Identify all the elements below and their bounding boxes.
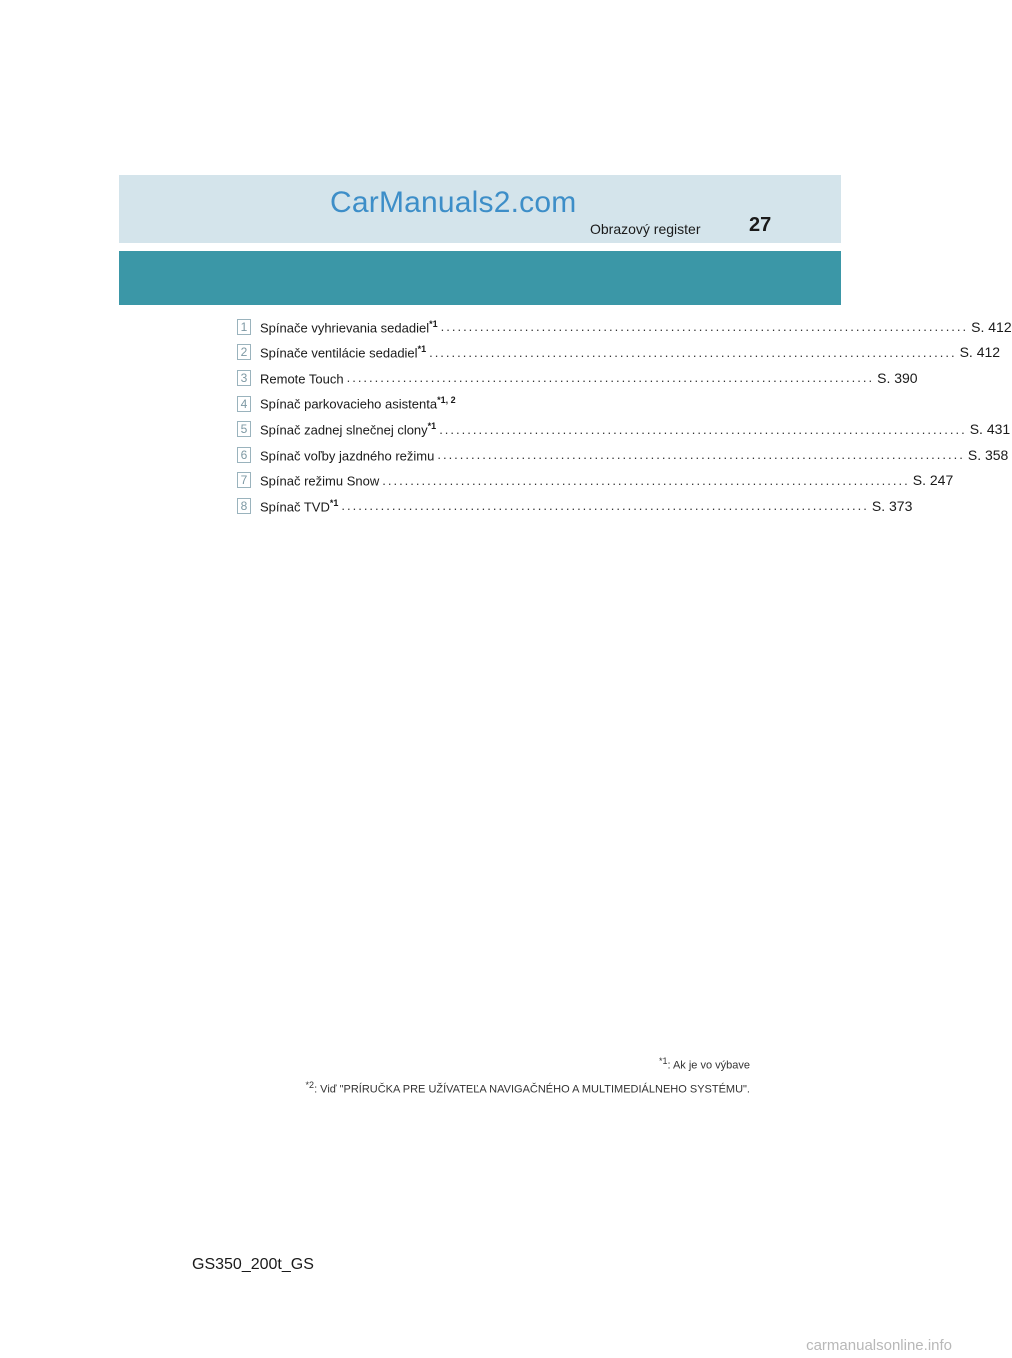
list-item (237, 442, 1009, 468)
item-number-badge: 4 (237, 396, 251, 412)
leader-dots: .............................................................................................. (382, 472, 910, 488)
list-item (237, 340, 1001, 366)
item-number-badge: 3 (237, 370, 251, 386)
list-item (237, 493, 913, 519)
item-number-badge: 7 (237, 472, 251, 488)
page-reference-link[interactable]: S. 390 (877, 369, 918, 386)
item-label: Spínače ventilácie sedadiel$^{*1}$ (260, 344, 427, 361)
leader-dots: .............................................................................................. (439, 421, 967, 437)
list-item (237, 391, 725, 417)
page-reference-link[interactable]: S. 373 (871, 497, 913, 514)
list-item (237, 468, 954, 494)
page-reference-link[interactable]: S. 247 (912, 472, 954, 489)
list-item (237, 314, 1012, 340)
leader-dots: .............................................................................................. (341, 498, 869, 514)
item-number-badge: 8 (237, 498, 251, 514)
list-item (237, 365, 918, 391)
item-number-badge: 6 (237, 447, 251, 463)
item-label: Remote Touch (260, 371, 344, 387)
page-reference-link[interactable]: S. 431 (969, 421, 1011, 438)
watermark-logo: CarManuals2.com (330, 186, 577, 219)
item-label: Spínač TVD$^{*1}$ (260, 497, 339, 515)
item-number-badge: 5 (237, 421, 251, 437)
footnote-2: $^{*2}$: Viď "PRÍRUČKA PRE UŽÍVATEĽA NAVIGAČNÉHO A MULTIMEDIÁLNEHO SYSTÉMU". (305, 1080, 750, 1096)
leader-dots: .............................................................................................. (437, 447, 965, 463)
page-number: 27 (749, 214, 772, 236)
index-list (237, 314, 1012, 519)
leader-dots: .............................................................................................. (429, 344, 957, 360)
list-item (237, 416, 1011, 442)
leader-dots: .............................................................................................. (440, 319, 969, 335)
item-label: Spínače vyhrievania sedadiel$^{*1}$ (260, 318, 438, 335)
item-label: Spínač parkovacieho asistenta$^{*1, 2}$ (260, 395, 456, 412)
item-number-badge: 1 (237, 319, 251, 335)
footnote-1: $^{*1}$: Ak je vo výbave (658, 1056, 750, 1072)
item-label: Spínač voľby jazdného režimu (260, 447, 435, 463)
document-code: GS350_200t_GS (192, 1256, 314, 1273)
page-reference-link[interactable]: S. 412 (971, 318, 1012, 335)
item-label: Spínač režimu Snow (260, 473, 380, 489)
leader-dots: .............................................................................................. (346, 370, 875, 386)
item-number-badge: 2 (237, 344, 251, 360)
footer-watermark: carmanualsonline.info (806, 1337, 952, 1354)
item-label: Spínač zadnej slnečnej clony$^{*1}$ (260, 421, 437, 438)
page-reference-link[interactable]: S. 412 (959, 344, 1001, 361)
page-reference-link[interactable]: S. 358 (967, 446, 1009, 463)
section-title: Obrazový register (590, 221, 701, 237)
teal-banner (119, 251, 841, 305)
